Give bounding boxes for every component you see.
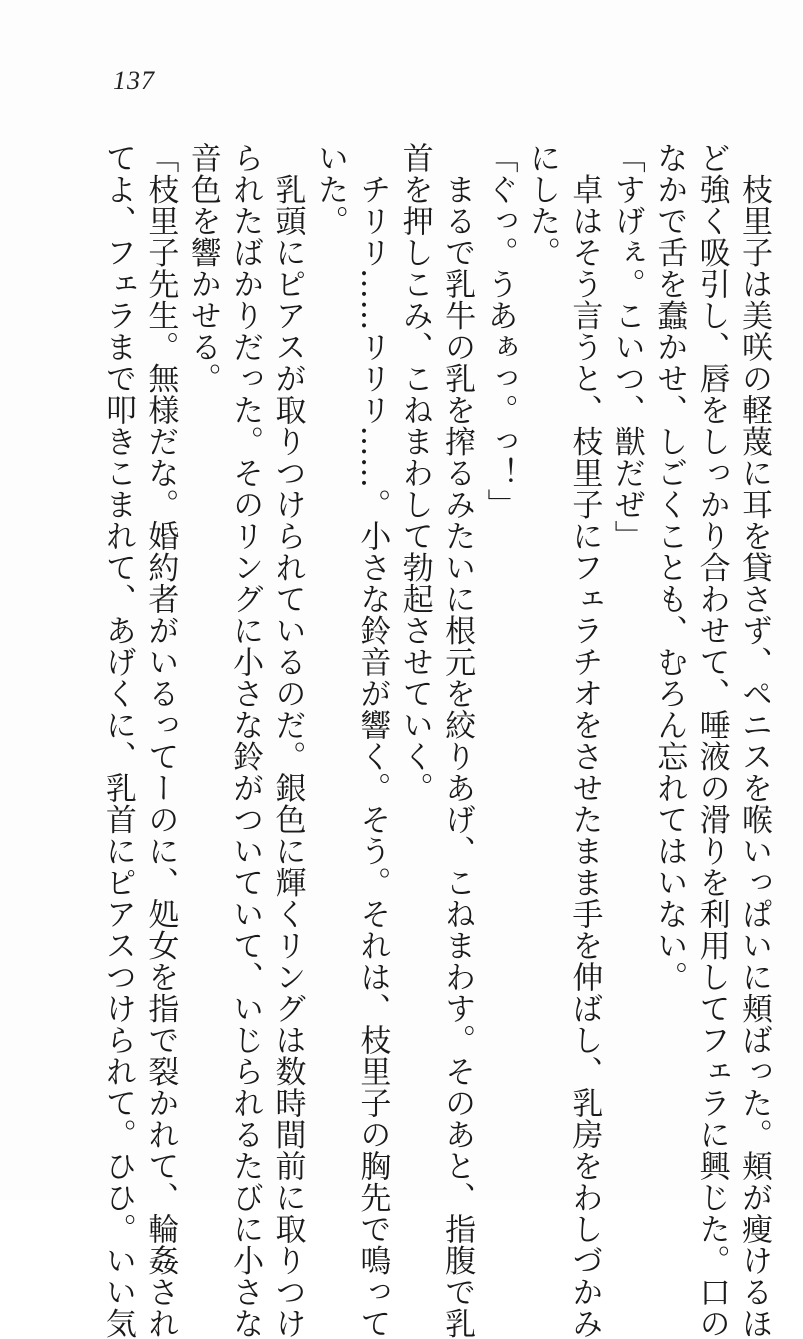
text-line: 「枝里子先生。無様だな。婚約者がいるってーのに、処女を指で裂かれて、輪姦され (142, 142, 179, 1339)
text-line: ど強く吸引し、唇をしっかり合わせて、唾液の滑りを利用してフェラに興じた。口の (693, 142, 730, 1339)
text-line: てよ、フェラまで叩きこまれて、あげくに、乳首にピアスつけられて。ひひ。いい気 (99, 142, 136, 1339)
text-line: 「ぐっ。うあぁっ。っ！」 (481, 142, 518, 520)
text-line: なかで舌を蠢かせ、しごくことも、むろん忘れてはいない。 (651, 142, 688, 993)
text-line: 乳頭にピアスが取りつけられているのだ。銀色に輝くリングは数時間前に取りつけ (269, 142, 306, 1339)
text-line: チリリ……リリリ……。小さな鈴音が響く。そう。それは、枝里子の胸先で鳴って (354, 142, 391, 1339)
body-text (85, 142, 775, 1339)
text-line: にした。 (523, 142, 560, 268)
text-line: 音色を響かせる。 (184, 142, 221, 394)
text-line: 首を押しこみ、こねまわして勃起させていく。 (396, 142, 433, 804)
page-number: 137 (113, 66, 155, 95)
text-line: いた。 (311, 142, 348, 237)
text-line: 枝里子は美咲の軽蔑に耳を貸さず、ペニスを喉いっぱいに頬ばった。頬が瘦けるほ (736, 142, 772, 1339)
text-line: まるで乳牛の乳を搾るみたいに根元を絞りあげ、こねまわす。そのあと、指腹で乳 (439, 142, 476, 1339)
text-line: られたばかりだった。そのリングに小さな鈴がついていて、いじられるたびに小さな (227, 142, 264, 1339)
text-line: 卓はそう言うと、枝里子にフェラチオをさせたまま手を伸ばし、乳房をわしづかみ (566, 142, 603, 1339)
text-line: 「すげぇ。こいつ、獣だぜ」 (608, 142, 645, 552)
